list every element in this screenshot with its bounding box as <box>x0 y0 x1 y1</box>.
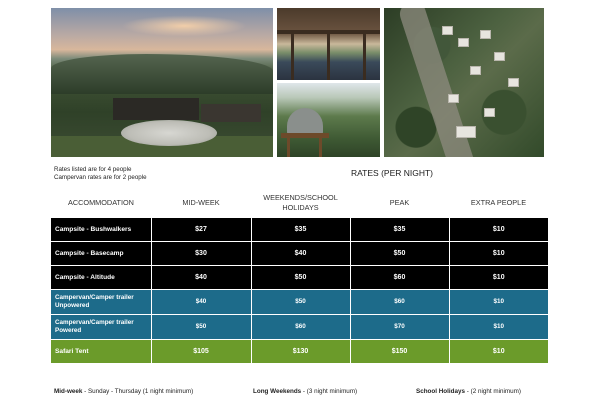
photo-tent-pad <box>494 52 505 61</box>
photo-building-pad <box>456 126 476 138</box>
campervan-note: Campervan rates are for 2 people <box>54 174 147 181</box>
cell-weekends: $60 <box>251 315 350 340</box>
rates-title: RATES (PER NIGHT) <box>351 168 434 178</box>
rates-table <box>51 187 548 364</box>
cell-extra-people: $10 <box>449 290 548 315</box>
header-extra-people: EXTRA PEOPLE <box>470 197 527 207</box>
cell-peak: $60 <box>350 290 449 315</box>
table-header-row <box>51 187 548 218</box>
photo-tent <box>287 108 323 134</box>
cell-accommodation: Campsite - Basecamp <box>51 242 151 266</box>
pavilion-interior-photo <box>277 8 380 80</box>
cell-mid-week: $40 <box>151 290 251 315</box>
footer-mid-week-label: Mid-week <box>54 388 83 395</box>
cell-mid-week: $50 <box>151 315 251 340</box>
photo-tent-pad <box>470 66 481 75</box>
footer-mid-week-text: - Sunday - Thursday (1 night minimum) <box>82 388 194 395</box>
cell-extra-people: $10 <box>449 315 548 340</box>
footer-school-holidays-text: - (2 night minimum) <box>465 388 521 395</box>
campground-aerial-photo <box>384 8 544 157</box>
footer-school-holidays <box>416 388 521 395</box>
cell-weekends: $35 <box>251 218 350 242</box>
cell-peak: $50 <box>350 242 449 266</box>
photo-hills <box>51 54 273 94</box>
photo-deck <box>121 120 217 146</box>
footer-school-holidays-label: School Holidays <box>416 388 465 395</box>
photo-post <box>327 34 330 80</box>
cell-extra-people: $10 <box>449 266 548 290</box>
table-row <box>51 242 548 266</box>
photo-stilt <box>287 138 290 157</box>
cell-peak: $35 <box>350 218 449 242</box>
table-row <box>51 340 548 364</box>
footer-mid-week <box>54 388 193 395</box>
cell-mid-week: $30 <box>151 242 251 266</box>
table-row <box>51 290 548 315</box>
header-peak: PEAK <box>389 197 410 207</box>
cell-mid-week: $27 <box>151 218 251 242</box>
cell-extra-people: $10 <box>449 340 548 364</box>
cell-extra-people: $10 <box>449 242 548 266</box>
cell-accommodation: Campervan/Camper trailer Powered <box>51 315 151 340</box>
header-weekends: WEEKENDS/SCHOOL HOLIDAYS <box>263 192 338 212</box>
photo-building-secondary <box>201 104 261 122</box>
cell-accommodation: Safari Tent <box>51 340 151 364</box>
cell-peak: $60 <box>350 266 449 290</box>
cell-accommodation: Campsite - Altitude <box>51 266 151 290</box>
photo-stilt <box>319 138 322 157</box>
cell-weekends: $50 <box>251 266 350 290</box>
lodge-aerial-photo <box>51 8 273 157</box>
cell-mid-week: $105 <box>151 340 251 364</box>
table-row <box>51 315 548 340</box>
table-row <box>51 266 548 290</box>
footer-long-weekends <box>253 388 357 395</box>
cell-mid-week: $40 <box>151 266 251 290</box>
header-mid-week: MID-WEEK <box>182 197 220 207</box>
cell-weekends: $130 <box>251 340 350 364</box>
footer-long-weekends-label: Long Weekends <box>253 388 302 395</box>
photo-tent-pad <box>448 94 459 103</box>
footer-long-weekends-text: - (3 night minimum) <box>301 388 358 395</box>
rates-note: Rates listed are for 4 people <box>54 166 132 173</box>
cell-peak: $150 <box>350 340 449 364</box>
cell-extra-people: $10 <box>449 218 548 242</box>
photo-tent-pad <box>480 30 491 39</box>
photo-tent-pad <box>508 78 519 87</box>
cell-accommodation: Campervan/Camper trailer Unpowered <box>51 290 151 315</box>
photo-building <box>113 98 199 120</box>
rates-table-body <box>51 218 548 364</box>
safari-tent-photo <box>277 83 380 157</box>
cell-weekends: $40 <box>251 242 350 266</box>
photo-post <box>363 34 366 80</box>
cell-accommodation: Campsite - Bushwalkers <box>51 218 151 242</box>
cell-peak: $70 <box>350 315 449 340</box>
photo-tent-pad <box>442 26 453 35</box>
photo-post <box>291 34 294 80</box>
table-row <box>51 218 548 242</box>
header-accommodation: ACCOMMODATION <box>68 197 134 207</box>
photo-tent-pad <box>458 38 469 47</box>
photo-tent-pad <box>484 108 495 117</box>
cell-weekends: $50 <box>251 290 350 315</box>
